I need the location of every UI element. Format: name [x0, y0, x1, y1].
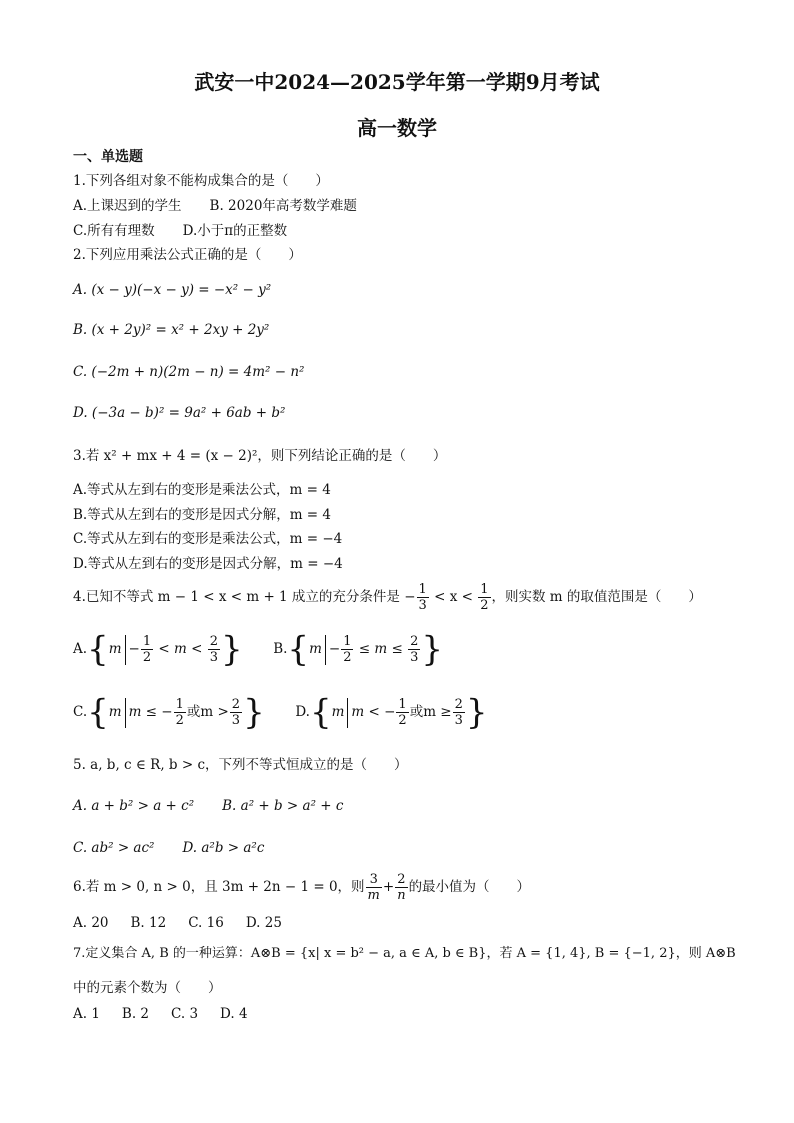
- q6-option-c: C. 16: [188, 915, 224, 931]
- q5-options-ab: [73, 797, 343, 815]
- q2-stem: 2.下列应用乘法公式正确的是（ ）: [73, 247, 302, 263]
- q5-option-d: D. a²b > a²c: [182, 840, 265, 856]
- section-heading: 一、单选题: [73, 149, 143, 165]
- q4-option-c: C.{m m ≤ − $\frac{1}{2}$ 或m > $\frac{2}{3}$ }: [73, 692, 265, 733]
- q1-stem: 1.下列各组对象不能构成集合的是（ ）: [73, 173, 329, 189]
- q7-option-a: A. 1: [73, 1006, 100, 1022]
- q6-options: [73, 914, 282, 932]
- q2-option-d: D. (−3a − b)² = 9a² + 6ab + b²: [73, 405, 286, 421]
- q2-option-a: A. (x − y)(−x − y) = −x² − y²: [73, 282, 272, 298]
- exam-title: 武安一中2024—2025学年第一学期9月考试: [194, 70, 600, 94]
- q7-option-d: D. 4: [220, 1006, 248, 1022]
- q3-option-c: C.等式从左到右的变形是乘法公式，m = −4: [73, 531, 343, 547]
- q1-option-b: B. 2020年高考数学难题: [209, 198, 357, 214]
- q7-stem: 7.定义集合 A, B 的一种运算：A⊗B = {x| x = b² − a, a ∈ A, b ∈ B}，若 A = {1, 4}, B = {−1, 2}，则 A⊗B: [73, 946, 736, 961]
- q1-options-cd: [73, 222, 287, 240]
- q5-option-b: B. a² + b > a² + c: [222, 798, 344, 814]
- q5-options-cd: [73, 839, 264, 857]
- q6-stem: 6.若 m > 0, n > 0，且 3m + 2n − 1 = 0，则 $\frac{3}{m}$ + $\frac{2}{n}$ 的最小值为（ ）: [73, 872, 531, 903]
- q1-option-c: C.所有有理数: [73, 223, 155, 239]
- q6-option-b: B. 12: [130, 915, 167, 931]
- q6-option-d: D. 25: [245, 915, 282, 931]
- q1-option-d: D.小于π的正整数: [182, 223, 288, 239]
- exam-subtitle: 高一数学: [357, 116, 437, 140]
- q3-option-d: D.等式从左到右的变形是因式分解，m = −4: [73, 556, 343, 572]
- q4-options-ab: [73, 629, 443, 670]
- q7-option-b: B. 2: [121, 1006, 150, 1022]
- fraction-2-over-n: $\frac{2}{n}$: [397, 872, 406, 903]
- q4-stem: 4.已知不等式 m − 1 < x < m + 1 成立的充分条件是 − $\frac{1}{3}$ < x < $\frac{1}{2}$ ，则实数 m 的取值范围是（ ）: [73, 582, 702, 613]
- fraction-one-third: $\frac{1}{3}$: [418, 582, 427, 613]
- q7-options: [73, 1005, 248, 1023]
- fraction-one-half: $\frac{1}{2}$: [480, 582, 489, 613]
- q5-stem: 5. a, b, c ∈ R, b > c，下列不等式恒成立的是（ ）: [73, 757, 408, 773]
- q4-option-a: A.{m − $\frac{1}{2}$ < m < $\frac{2}{3}$ }: [73, 629, 243, 670]
- q1-option-a: A.上课迟到的学生: [73, 198, 182, 214]
- q3-option-a: A.等式从左到右的变形是乘法公式，m = 4: [73, 482, 331, 498]
- q3-stem: 3.若 x² + mx + 4 = (x − 2)²，则下列结论正确的是（ ）: [73, 448, 447, 464]
- q7-stem-cont: 中的元素个数为（ ）: [73, 980, 222, 996]
- q7-option-c: C. 3: [171, 1006, 199, 1022]
- q4-options-cd: [73, 692, 488, 733]
- q5-option-a: A. a + b² > a + c²: [73, 798, 195, 814]
- fraction-3-over-m: $\frac{3}{m}$: [367, 872, 380, 903]
- q5-option-c: C. ab² > ac²: [73, 840, 155, 856]
- q1-options-ab: [73, 197, 357, 215]
- q2-option-b: B. (x + 2y)² = x² + 2xy + 2y²: [73, 322, 270, 338]
- q2-option-c: C. (−2m + n)(2m − n) = 4m² − n²: [73, 364, 305, 380]
- q3-option-b: B.等式从左到右的变形是因式分解，m = 4: [73, 507, 331, 523]
- q4-option-d: D.{m m < − $\frac{1}{2}$ 或m ≥ $\frac{2}{3}$ }: [295, 692, 488, 733]
- q6-option-a: A. 20: [73, 915, 109, 931]
- q4-option-b: B.{m − $\frac{1}{2}$ ≤ m ≤ $\frac{2}{3}$ }: [273, 629, 443, 670]
